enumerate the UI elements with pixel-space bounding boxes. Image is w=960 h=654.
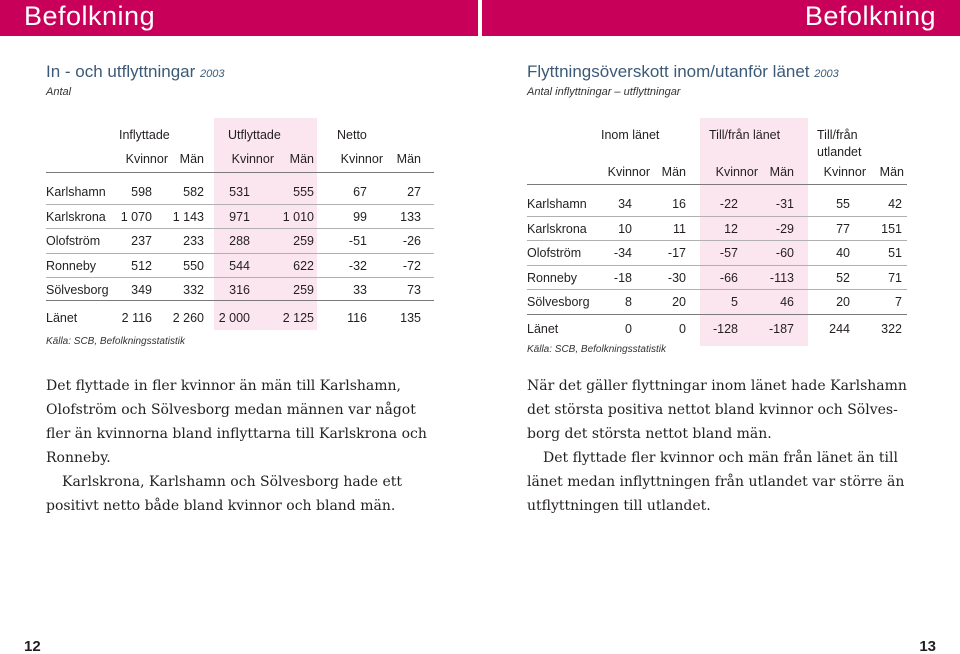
right-header-utlandet: utlandet — [817, 145, 862, 159]
right-paragraph: När det gäller flyttningar inom länet hade Karlshamn det största positiva nettot bland kvinnor och Sölves- borg det största nettot bland män. — [527, 378, 907, 442]
right-cell: 34 — [618, 197, 632, 211]
right-total-label: Länet — [527, 322, 559, 336]
left-paragraph: Karlskrona, Karlshamn och Sölvesborg hade ett positivt netto både bland kvinnor och bland män. — [46, 474, 402, 514]
right-cell: 11 — [673, 221, 686, 236]
right-total-cell: 0 — [679, 322, 686, 336]
right-cell: -30 — [667, 270, 686, 285]
right-row-label: Karlshamn — [527, 197, 587, 211]
right-cell: 16 — [672, 197, 686, 211]
right-cell: 12 — [724, 221, 738, 236]
right-total-cell: 0 — [625, 322, 632, 336]
right-total-cell: 244 — [829, 322, 850, 336]
left-cell: 582 — [183, 185, 204, 199]
left-table-subtitle: Antal — [46, 86, 72, 98]
right-header-inom-lanet: Inom länet — [601, 128, 660, 142]
right-row-label: Ronneby — [527, 270, 578, 285]
right-cell: 5 — [731, 295, 738, 309]
left-cell: 316 — [229, 283, 250, 297]
right-subheader: Kvinnor — [823, 165, 866, 179]
right-cell: 7 — [895, 295, 902, 309]
left-cell: 555 — [293, 185, 314, 199]
right-total-cell: -187 — [768, 322, 794, 336]
left-cell: 598 — [131, 185, 152, 199]
left-cell: 1 070 — [120, 209, 152, 224]
right-row-label: Olofström — [527, 246, 582, 260]
left-source: Källa: SCB, Befolkningsstatistik — [46, 336, 185, 347]
right-cell: 71 — [888, 270, 902, 285]
right-row-divider — [527, 216, 907, 217]
left-subheader: Män — [289, 152, 314, 166]
right-cell: -113 — [769, 270, 794, 285]
section-title-left: Befolkning — [24, 1, 156, 31]
left-cell: 971 — [229, 209, 250, 224]
right-cell: -57 — [719, 246, 738, 260]
right-cell: -17 — [667, 246, 686, 260]
right-row-label: Sölvesborg — [527, 295, 590, 309]
left-table-title: In - och utflyttningar 2003 — [46, 62, 225, 81]
right-cell: 51 — [888, 246, 902, 260]
left-cell: 73 — [407, 283, 421, 297]
left-cell: 622 — [293, 258, 314, 273]
right-cell: 46 — [780, 295, 794, 309]
left-total-cell: 2 116 — [121, 311, 152, 325]
left-paragraph: Det flyttade in fler kvinnor än män till Karlshamn, Olofström och Sölvesborg medan männen var något fler än kvinnorna bland inflyttarna till Karlskrona och Ronneby. — [46, 378, 427, 466]
right-cell: 20 — [836, 295, 850, 309]
left-cell: 233 — [183, 234, 204, 248]
left-cell: 259 — [293, 234, 314, 248]
right-cell: -22 — [719, 197, 738, 211]
left-cell: -32 — [348, 258, 367, 273]
left-row-label: Karlshamn — [46, 185, 106, 199]
left-cell: 99 — [353, 209, 367, 224]
right-subheader: Män — [879, 165, 904, 179]
right-cell: 55 — [836, 197, 850, 211]
right-cell: -60 — [775, 246, 794, 260]
left-cell: 33 — [353, 283, 367, 297]
left-row-label: Sölvesborg — [46, 283, 109, 297]
right-subheader: Kvinnor — [607, 165, 650, 179]
left-subheader: Kvinnor — [231, 152, 274, 166]
right-subheader: Män — [661, 165, 686, 179]
right-total-cell: -128 — [712, 322, 738, 336]
right-table-title: Flyttningsöverskott inom/utanför länet 2003 — [527, 62, 839, 81]
left-header-inflyttade: Inflyttade — [119, 128, 170, 142]
left-cell: 512 — [131, 258, 152, 273]
left-cell: 237 — [131, 234, 152, 248]
right-total-cell: 322 — [881, 322, 902, 336]
right-cell: 10 — [618, 221, 632, 236]
right-cell: 77 — [836, 221, 850, 236]
left-cell: 531 — [229, 185, 250, 199]
right-cell: -29 — [775, 221, 794, 236]
right-cell: 42 — [888, 197, 902, 211]
right-row-divider — [527, 265, 907, 266]
left-total-cell: 2 125 — [282, 311, 314, 325]
left-cell: 349 — [131, 283, 152, 297]
right-cell: 8 — [625, 295, 632, 309]
right-total-rule — [527, 314, 907, 315]
left-cell: 550 — [183, 258, 204, 273]
left-cell: 332 — [183, 283, 204, 297]
right-row-divider — [527, 240, 907, 241]
left-cell: 1 010 — [282, 209, 314, 224]
page-number-right: 13 — [919, 638, 936, 654]
left-subheader: Män — [396, 152, 421, 166]
right-cell: -34 — [613, 246, 632, 260]
right-body-text — [527, 374, 947, 518]
left-header-utflyttade: Utflyttade — [228, 128, 281, 142]
right-cell: -31 — [775, 197, 794, 211]
right-row-label: Karlskrona — [527, 221, 587, 236]
left-row-label: Karlskrona — [46, 209, 106, 224]
right-subheader: Kvinnor — [715, 165, 758, 179]
right-header-till-fran-lanet: Till/från länet — [709, 128, 781, 142]
left-subheader: Kvinnor — [340, 152, 383, 166]
right-cell: -66 — [719, 270, 738, 285]
left-cell: 1 143 — [172, 209, 204, 224]
left-cell: 27 — [407, 185, 421, 199]
left-cell: 259 — [293, 283, 314, 297]
right-row-divider — [527, 289, 907, 290]
left-total-cell: 2 260 — [172, 311, 204, 325]
right-cell: 20 — [672, 295, 686, 309]
left-cell: 67 — [353, 185, 367, 199]
left-subheader: Kvinnor — [125, 152, 168, 166]
left-row-label: Ronneby — [46, 258, 97, 273]
right-table-subtitle: Antal inflyttningar – utflyttningar — [527, 86, 681, 98]
left-cell: 544 — [229, 258, 250, 273]
right-cell: 52 — [836, 270, 850, 285]
page-number-left: 12 — [24, 638, 41, 654]
left-cell: -26 — [402, 234, 421, 248]
right-header-till-fran: Till/från — [817, 128, 858, 142]
section-title-right: Befolkning — [804, 1, 936, 31]
right-cell: -18 — [613, 270, 632, 285]
right-cell: 151 — [881, 221, 902, 236]
left-cell: -72 — [402, 258, 421, 273]
left-total-label: Länet — [46, 311, 78, 325]
right-source: Källa: SCB, Befolkningsstatistik — [527, 344, 666, 355]
left-subheader: Män — [179, 152, 204, 166]
left-total-cell: 116 — [347, 311, 367, 325]
left-total-cell: 2 000 — [218, 311, 250, 325]
right-paragraph: Det flyttade fler kvinnor och män från länet än till länet medan inflyttningen från utlandet var större än utflyttningen till utlandet. — [527, 450, 905, 514]
right-header-rule — [527, 184, 907, 185]
left-cell: 133 — [400, 209, 421, 224]
right-subheader: Män — [769, 165, 794, 179]
left-header-netto: Netto — [337, 128, 367, 142]
right-cell: 40 — [836, 246, 850, 260]
left-cell: -51 — [348, 234, 367, 248]
left-cell: 288 — [229, 234, 250, 248]
left-row-label: Olofström — [46, 234, 101, 248]
left-total-cell: 135 — [400, 311, 421, 325]
